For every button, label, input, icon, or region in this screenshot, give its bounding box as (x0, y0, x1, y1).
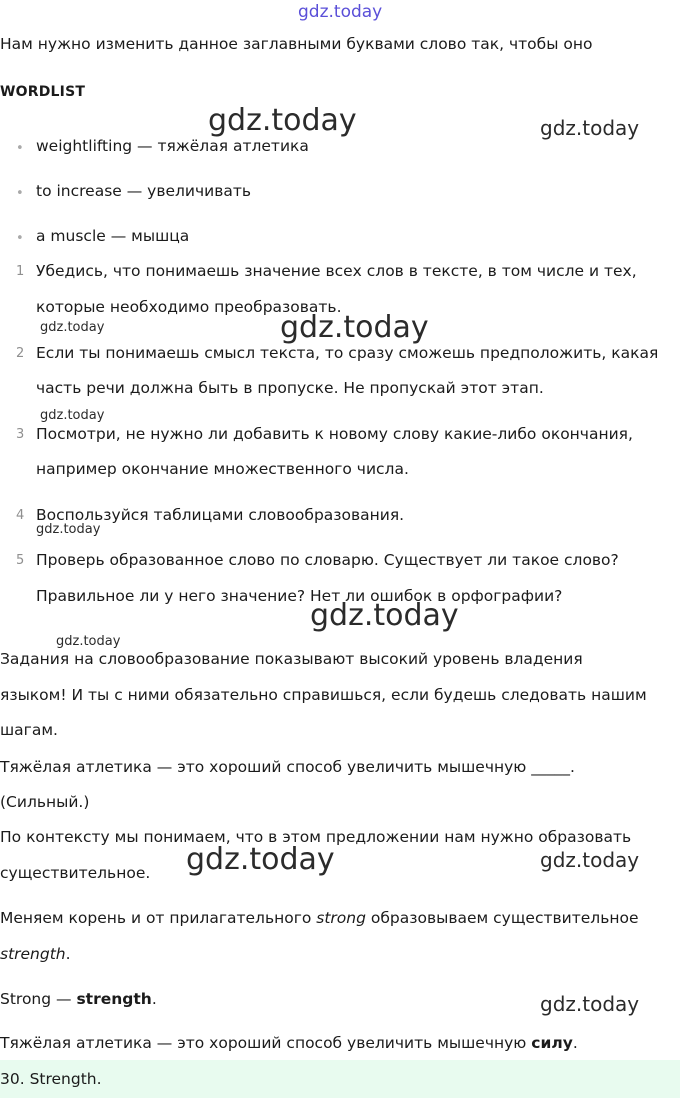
step-text: например окончание множественного числа. (36, 460, 409, 478)
task-sentence: Тяжёлая атлетика — это хороший способ увеличить мышечную _____. (0, 758, 575, 776)
context-line: По контексту мы понимаем, что в этом предложении нам нужно образовать (0, 828, 632, 846)
answer-bar (0, 1060, 680, 1098)
watermark: gdz.today (40, 320, 105, 335)
bullet-icon: • (16, 186, 24, 201)
watermark: gdz.today (186, 842, 335, 877)
translation-word: силу (531, 1034, 573, 1052)
watermark: gdz.today (540, 848, 640, 872)
watermark: gdz.today (56, 634, 121, 649)
watermark: gdz.today (280, 310, 429, 345)
wordlist-item: weightlifting — тяжёлая атлетика (36, 137, 309, 155)
paragraph-line: языком! И ты с ними обязательно справишься, если будешь следовать нашим (0, 686, 647, 704)
context-line: существительное. (0, 864, 151, 882)
transform-line: Strong — strength. (0, 990, 157, 1008)
watermark: gdz.today (298, 2, 383, 22)
task-hint: (Сильный.) (0, 793, 90, 811)
step-text: Посмотри, не нужно ли добавить к новому слову какие-либо окончания, (36, 425, 633, 443)
step-number: 1 (16, 264, 25, 279)
intro-text: Нам нужно изменить данное заглавными буквами слово так, чтобы оно (0, 35, 593, 53)
watermark: gdz.today (540, 116, 640, 140)
bullet-icon: • (16, 231, 24, 246)
root-change-line: Меняем корень и от прилагательного strong образовываем существительное (0, 909, 639, 927)
translation-line: Тяжёлая атлетика — это хороший способ увеличить мышечную силу. (0, 1034, 578, 1052)
answer-text: 30. Strength. (0, 1070, 102, 1088)
wordlist-item: a muscle — мышца (36, 227, 190, 245)
step-number: 5 (16, 553, 25, 568)
watermark: gdz.today (310, 598, 459, 633)
transform-result: strength (76, 990, 152, 1008)
step-text: которые необходимо преобразовать. (36, 298, 342, 316)
root-change-line: strength. (0, 945, 71, 963)
bullet-icon: • (16, 141, 24, 156)
paragraph-line: Задания на словообразование показывают высокий уровень владения (0, 650, 583, 668)
wordlist-heading: WORDLIST (0, 84, 86, 100)
step-number: 2 (16, 346, 25, 361)
adjective-strong: strong (316, 909, 366, 927)
step-number: 3 (16, 427, 25, 442)
step-text: Если ты понимаешь смысл текста, то сразу сможешь предположить, какая (36, 344, 659, 362)
step-text: Правильное ли у него значение? Нет ли ошибок в орфографии? (36, 587, 563, 605)
watermark: gdz.today (36, 522, 101, 537)
step-text: Воспользуйся таблицами словообразования. (36, 506, 405, 524)
paragraph-line: шагам. (0, 721, 58, 739)
watermark: gdz.today (208, 103, 357, 138)
noun-strength: strength (0, 945, 66, 963)
step-text: Убедись, что понимаешь значение всех слов в тексте, в том числе и тех, (36, 262, 637, 280)
watermark: gdz.today (40, 408, 105, 423)
step-number: 4 (16, 508, 25, 523)
wordlist-item: to increase — увеличивать (36, 182, 252, 200)
step-text: часть речи должна быть в пропуске. Не пропускай этот этап. (36, 379, 544, 397)
watermark: gdz.today (540, 992, 640, 1016)
step-text: Проверь образованное слово по словарю. Существует ли такое слово? (36, 551, 619, 569)
